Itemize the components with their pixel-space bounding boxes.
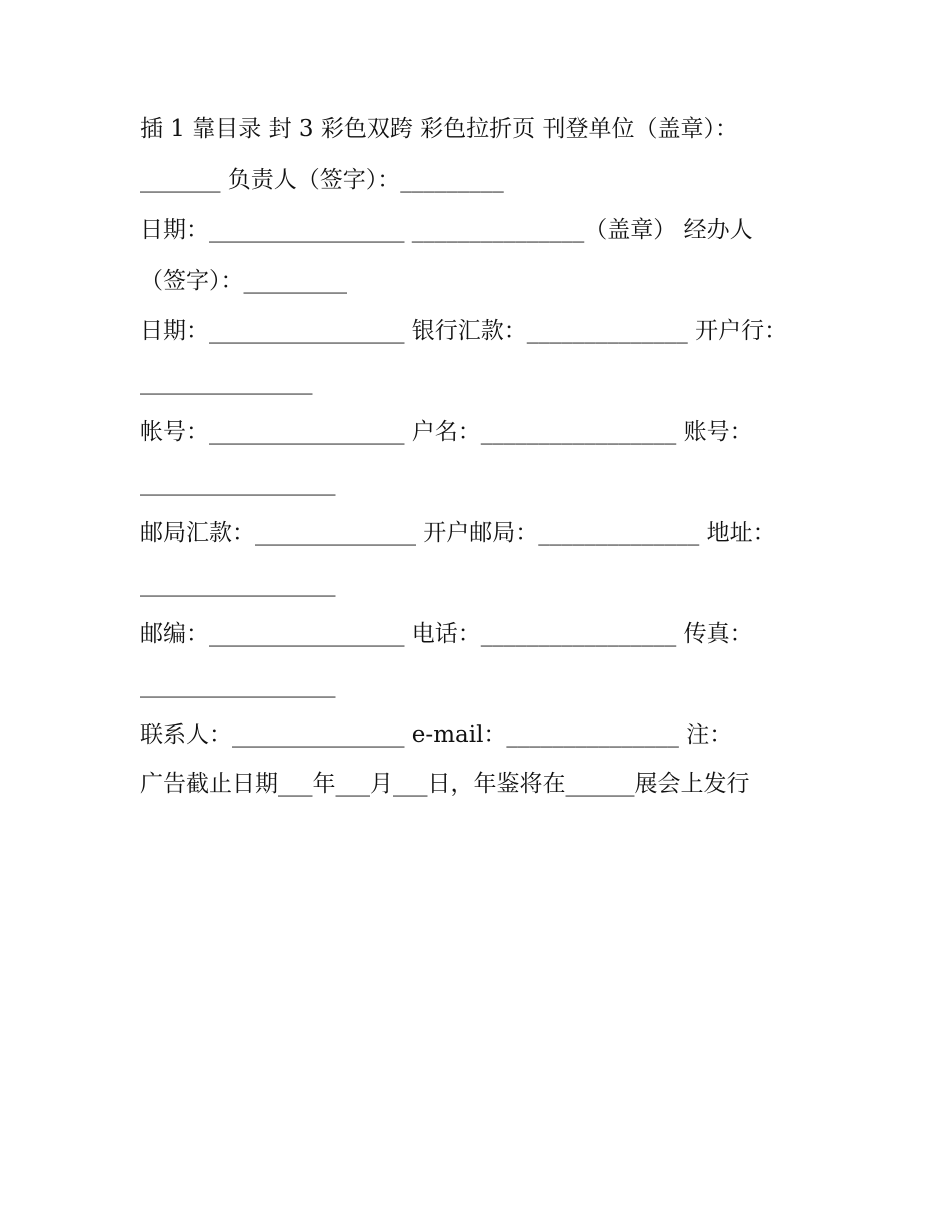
line-contact-email-note: 联系人：_______________ e-mail：_______________ 注：	[140, 722, 733, 748]
line-date-seal-handler: 日期：_________________ _______________（盖章） 经办人	[140, 217, 753, 243]
line-postal-remittance: 邮局汇款：______________ 开户邮局：______________ 地址：	[140, 520, 776, 546]
line-account-name: 帐号：_________________ 户名：_________________ 账号：	[140, 419, 753, 445]
line-date-bank-transfer: 日期：_________________ 银行汇款：______________ 开户行：	[140, 318, 788, 344]
line-fax-blank: _________________	[140, 671, 336, 698]
line-bank-name-blank: _______________	[140, 368, 313, 395]
line-ad-deadline: 广告截止日期___年___月___日，年鉴将在______展会上发行	[140, 770, 750, 797]
line-handler-signature: （签字）：_________	[140, 267, 347, 294]
line-postcode-phone-fax: 邮编：_________________ 电话：_________________ 传真：	[140, 621, 753, 647]
line-account-number-blank: _________________	[140, 469, 336, 496]
line-address-blank: _________________	[140, 570, 336, 597]
document-page	[140, 104, 820, 807]
line-responsible-person: _______ 负责人（签字）：_________	[140, 166, 504, 193]
line-ad-positions: 插 1 靠目录 封 3 彩色双跨 彩色拉折页 刊登单位（盖章）：	[140, 116, 738, 142]
